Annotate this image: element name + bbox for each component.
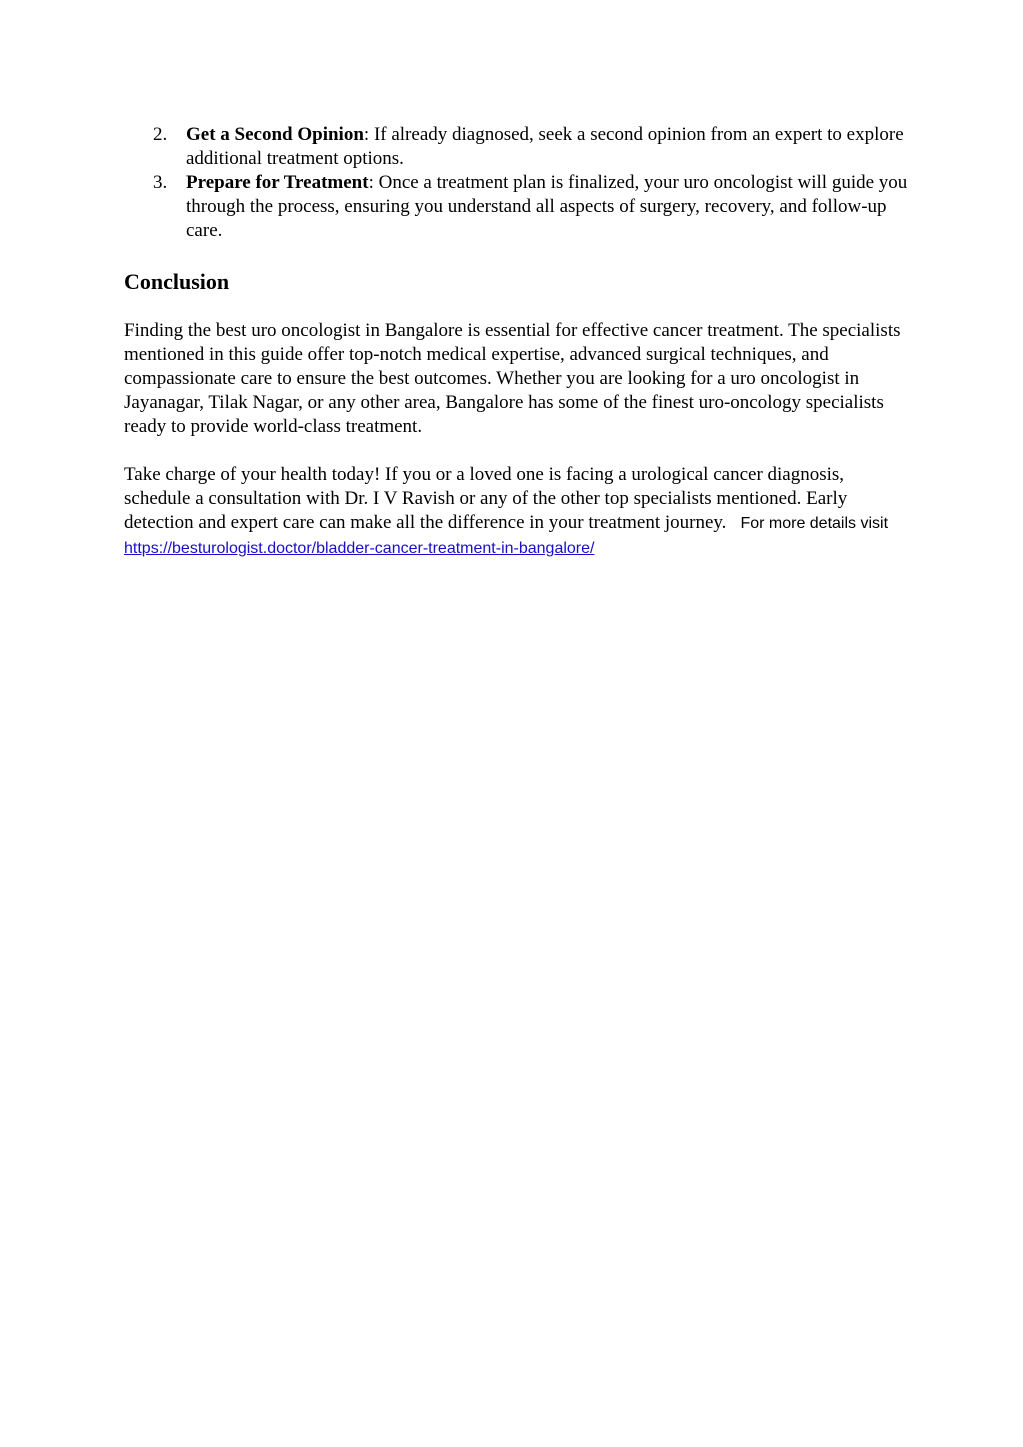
list-separator: :: [368, 172, 374, 193]
list-number: 2.: [153, 124, 168, 145]
steps-list: [124, 123, 914, 243]
conclusion-paragraph: Finding the best uro oncologist in Bangalore is essential for effective cancer treatment. The specialists mentioned in this guide offer top-notch medical expertise, advanced surgical techniques, and compassionate care to ensure the best outcomes. Whether you are looking for a uro oncologist in Jayanagar, Tilak Nagar, or any other area, Bangalore has some of the finest uro-oncology specialists ready to provide world-class treatment.: [124, 320, 901, 437]
document-page: [124, 123, 914, 561]
visit-link[interactable]: https://besturologist.doctor/bladder-cancer-treatment-in-bangalore/: [124, 540, 595, 557]
conclusion-heading: Conclusion: [124, 269, 230, 294]
list-text: Once a treatment plan is finalized, your uro oncologist will guide you through the process, ensuring you understand all aspects of surgery, recovery, and follow-up care.: [186, 172, 908, 241]
visit-text: For more details visit: [740, 515, 889, 532]
list-item: [124, 171, 914, 243]
list-item: [124, 123, 914, 171]
list-separator: :: [363, 124, 370, 145]
list-term: Get a Second Opinion: [186, 124, 364, 145]
list-term: Prepare for Treatment: [186, 172, 369, 193]
call-to-action-paragraph: [124, 463, 914, 561]
list-text: If already diagnosed, seek a second opinion from an expert to explore additional treatment options.: [186, 124, 904, 169]
list-number: 3.: [153, 172, 168, 193]
call-to-action-text: Take charge of your health today! If you or a loved one is facing a urological cancer diagnosis, schedule a consultation with Dr. I V Ravish or any of the other top specialists mentioned. Early detection and expert care can make all the difference in your treatment journey.: [124, 464, 848, 533]
